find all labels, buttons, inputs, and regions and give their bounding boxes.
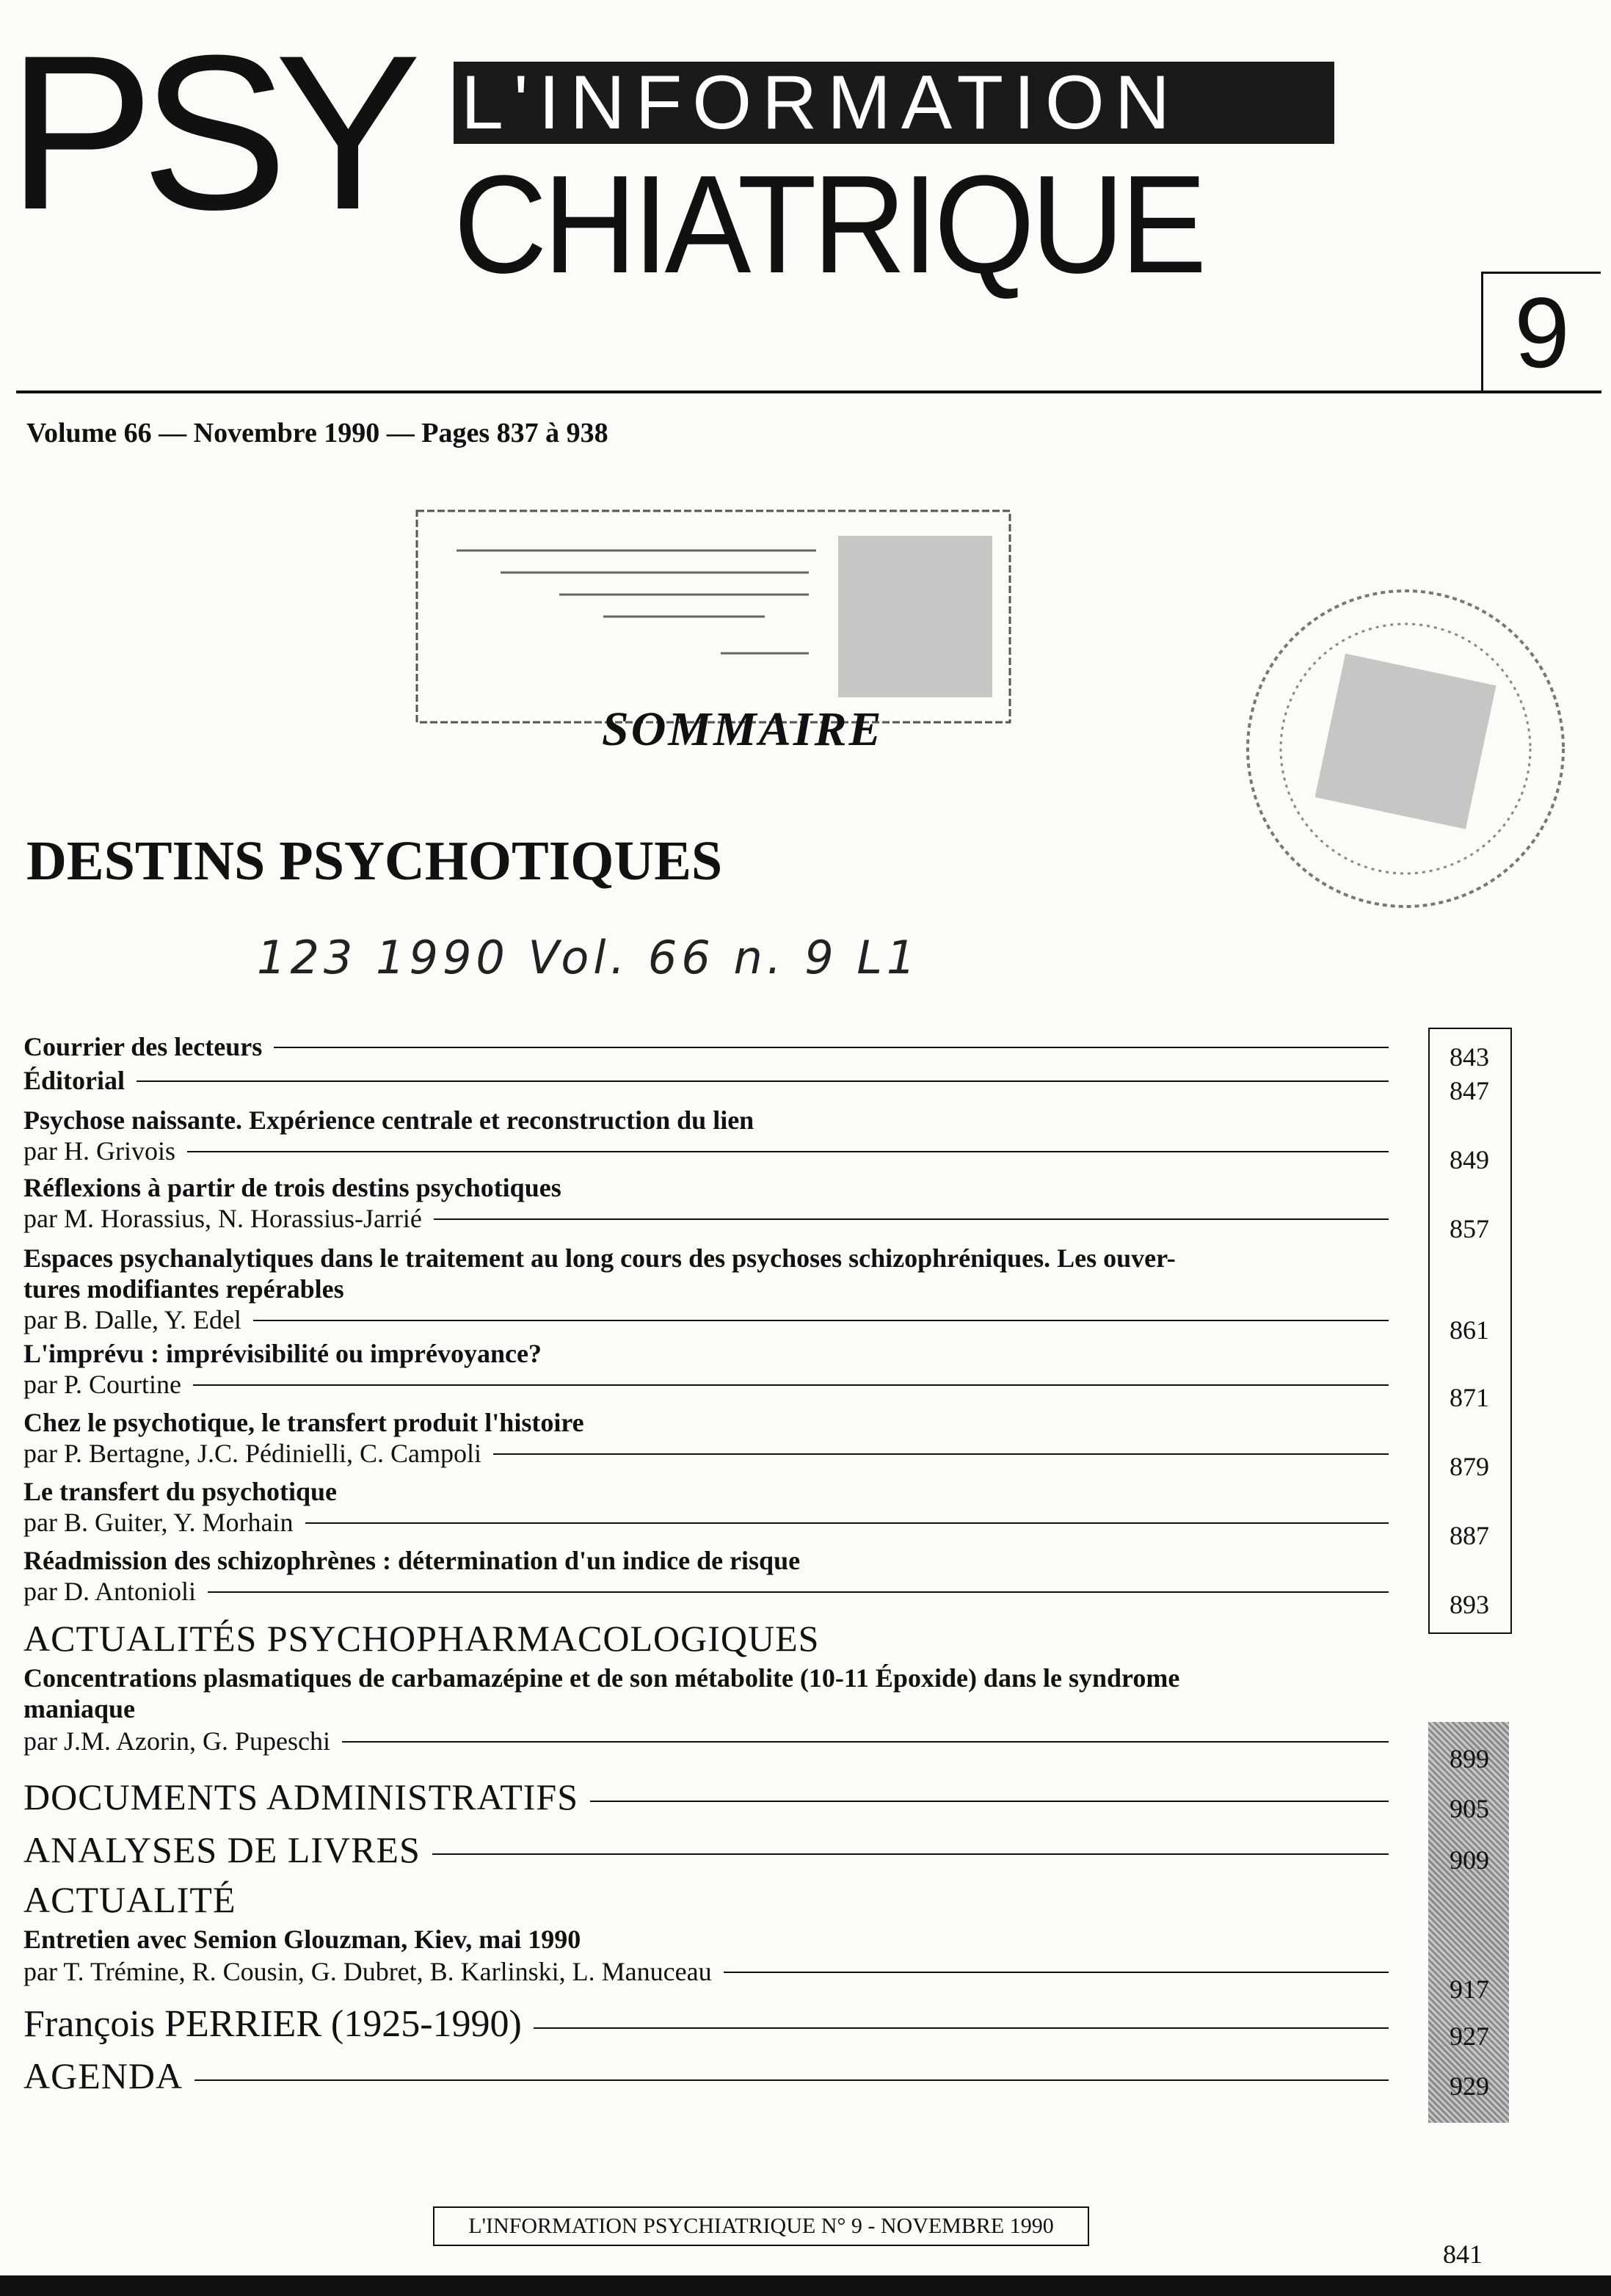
page-number: 841 bbox=[1443, 2239, 1483, 2269]
toc-page: 847 bbox=[1450, 1076, 1489, 1105]
toc-title: François PERRIER (1925-1990) bbox=[23, 2003, 522, 2045]
section-heading: ACTUALITÉ bbox=[23, 1879, 236, 1920]
toc-title-line: tures modifiantes repérables bbox=[23, 1274, 344, 1304]
toc-entry bbox=[23, 1304, 1389, 1336]
toc-title: AGENDA bbox=[23, 2055, 183, 2096]
toc-entry bbox=[23, 1368, 1389, 1401]
toc-authors: par P. Courtine bbox=[23, 1370, 181, 1399]
toc-entry bbox=[23, 1829, 1389, 1870]
toc-page: 871 bbox=[1450, 1383, 1489, 1412]
volume-line: Volume 66 — Novembre 1990 — Pages 837 à 938 bbox=[26, 418, 608, 448]
toc-title: Courrier des lecteurs bbox=[23, 1032, 263, 1061]
toc-title-line: Réadmission des schizophrènes : détermination d'un indice de risque bbox=[23, 1546, 801, 1575]
toc-authors: par H. Grivois bbox=[23, 1136, 175, 1166]
toc-page: 861 bbox=[1450, 1315, 1489, 1345]
toc-entry bbox=[23, 1202, 1389, 1235]
toc-title-line: Espaces psychanalytiques dans le traitement au long cours des psychoses schizophréniques. Les ouver- bbox=[23, 1243, 1176, 1273]
issue-number: 9 bbox=[1481, 272, 1601, 391]
toc-title-line: L'imprévu : imprévisibilité ou imprévoyance? bbox=[23, 1339, 542, 1368]
library-stamp-rect bbox=[412, 506, 1014, 727]
toc-page: 905 bbox=[1450, 1794, 1489, 1823]
toc-entry bbox=[23, 2004, 1389, 2045]
toc-page: 893 bbox=[1450, 1590, 1489, 1619]
toc-entry bbox=[23, 1064, 1389, 1097]
toc-page: 849 bbox=[1450, 1145, 1489, 1174]
toc-page: 857 bbox=[1450, 1214, 1489, 1243]
toc-title: Éditorial bbox=[23, 1066, 126, 1095]
toc-page: 929 bbox=[1450, 2071, 1489, 2101]
toc-page: 899 bbox=[1450, 1744, 1489, 1773]
toc-title-line: Psychose naissante. Expérience centrale et reconstruction du lien bbox=[23, 1105, 754, 1135]
toc-authors: par D. Antonioli bbox=[23, 1577, 196, 1606]
toc-title-line: maniaque bbox=[23, 1694, 136, 1723]
footer-journal: L'INFORMATION PSYCHIATRIQUE N° 9 - NOVEMBRE 1990 bbox=[433, 2206, 1089, 2246]
toc-entry bbox=[23, 1135, 1389, 1167]
toc-title-line: Entretien avec Semion Glouzman, Kiev, mai 1990 bbox=[23, 1925, 581, 1954]
library-stamp-circle bbox=[1233, 573, 1578, 925]
toc-entry bbox=[23, 1506, 1389, 1538]
toc-title-line: Chez le psychotique, le transfert produit l'histoire bbox=[23, 1408, 584, 1437]
handwritten-call-number: 123 1990 Vol. 66 n. 9 L1 bbox=[257, 931, 920, 984]
toc-authors: par M. Horassius, N. Horassius-Jarrié bbox=[23, 1204, 422, 1233]
toc-entry bbox=[23, 1031, 1389, 1063]
section-heading: ACTUALITÉS PSYCHOPHARMACOLOGIQUES bbox=[23, 1618, 820, 1659]
toc-entry bbox=[23, 1955, 1389, 1988]
toc-entry bbox=[23, 1776, 1389, 1817]
toc-page: 843 bbox=[1450, 1042, 1489, 1072]
toc-entry bbox=[23, 2055, 1389, 2096]
toc-entry bbox=[23, 1575, 1389, 1607]
scan-edge bbox=[0, 2275, 1611, 2296]
toc-title-line: Le transfert du psychotique bbox=[23, 1477, 338, 1506]
toc-entry bbox=[23, 1725, 1389, 1757]
theme-heading: DESTINS PSYCHOTIQUES bbox=[26, 830, 723, 892]
masthead-rule bbox=[16, 390, 1601, 393]
sommaire-heading: SOMMAIRE bbox=[602, 702, 884, 756]
toc-authors: par T. Trémine, R. Cousin, G. Dubret, B. Karlinski, L. Manuceau bbox=[23, 1957, 712, 1986]
toc-title: DOCUMENTS ADMINISTRATIFS bbox=[23, 1776, 579, 1817]
toc-title-line: Concentrations plasmatiques de carbamazépine et de son métabolite (10-11 Époxide) dans le syndrome bbox=[23, 1663, 1180, 1693]
toc-page: 927 bbox=[1450, 2021, 1489, 2051]
toc-page: 879 bbox=[1450, 1452, 1489, 1481]
toc-entry bbox=[23, 1437, 1389, 1469]
page-number-shade bbox=[1428, 1722, 1509, 2123]
toc-authors: par J.M. Azorin, G. Pupeschi bbox=[23, 1726, 330, 1756]
masthead-chiatrique: CHIATRIQUE bbox=[454, 147, 1203, 302]
toc-authors: par B. Guiter, Y. Morhain bbox=[23, 1508, 294, 1537]
toc-title-line: Réflexions à partir de trois destins psychotiques bbox=[23, 1173, 561, 1202]
toc-page: 887 bbox=[1450, 1521, 1489, 1550]
toc-authors: par B. Dalle, Y. Edel bbox=[23, 1305, 241, 1334]
toc-authors: par P. Bertagne, J.C. Pédinielli, C. Campoli bbox=[23, 1439, 481, 1468]
masthead-linformation: L'INFORMATION bbox=[454, 62, 1334, 144]
toc-page: 917 bbox=[1450, 1975, 1489, 2004]
toc-page: 909 bbox=[1450, 1845, 1489, 1875]
masthead-psy: PSY bbox=[7, 9, 409, 255]
toc-title: ANALYSES DE LIVRES bbox=[23, 1829, 421, 1870]
